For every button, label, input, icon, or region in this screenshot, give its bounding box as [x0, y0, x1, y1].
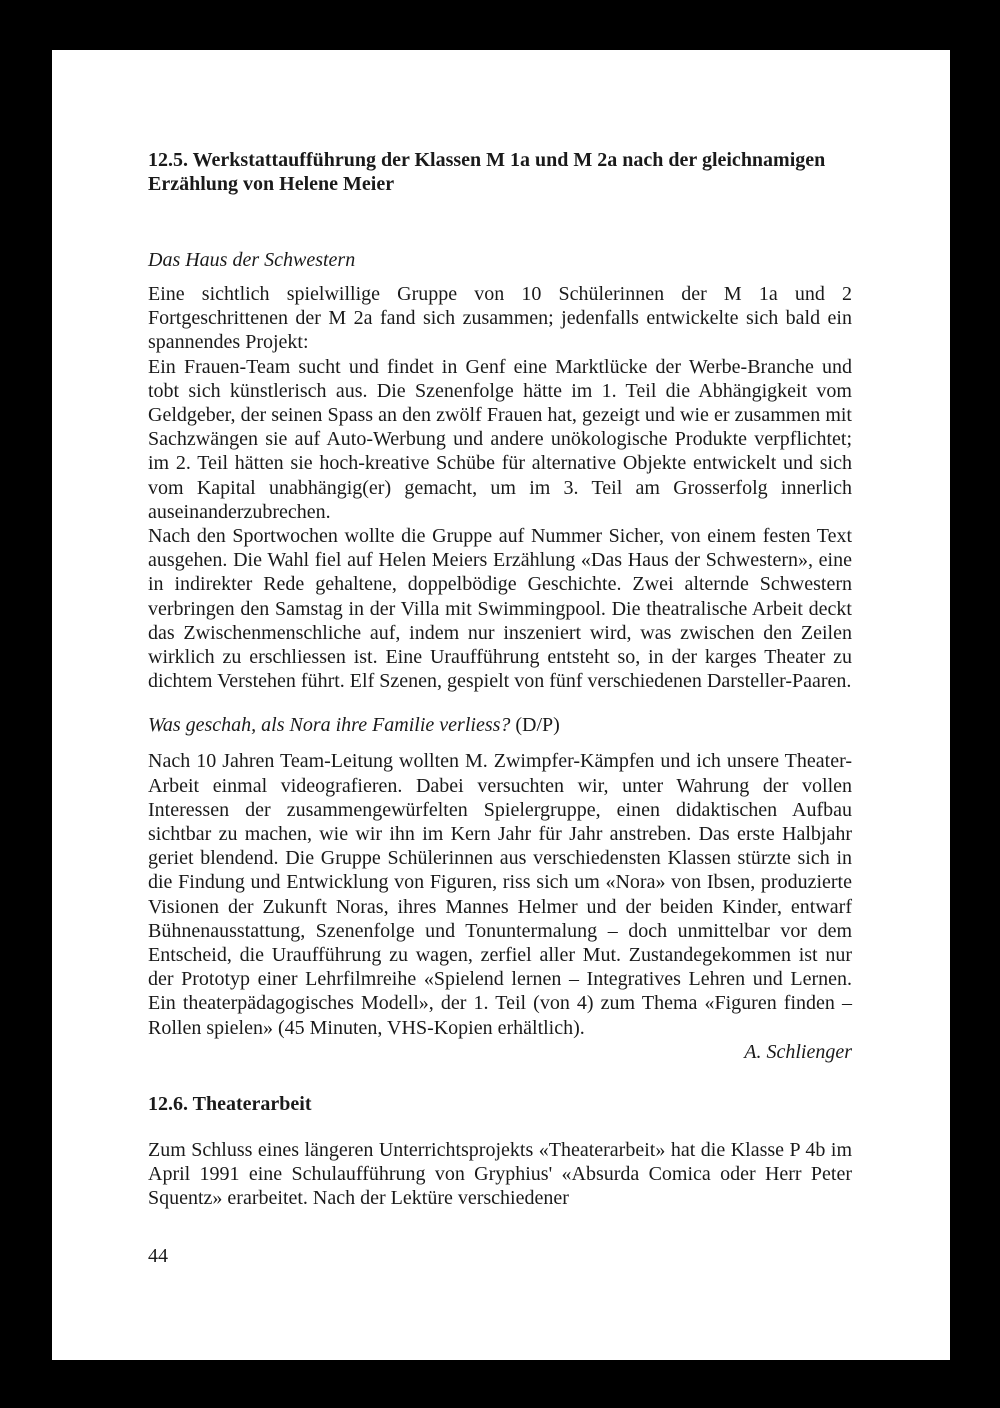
paragraph: Nach den Sportwochen wollte die Gruppe auf Nummer Sicher, von einem festen Text ausgehen. Die Wahl fiel auf Helen Meiers Erzählung «Das Haus der Schwestern», eine in indirekter Rede gehaltene, doppelbödige Geschichte. Zwei alternde Schwestern verbringen den Samstag in der Villa mit Swimmingpool. Die theatralische Arbeit deckt das Zwischenmenschliche auf, indem nur inszeniert wird, was zwischen den Zeilen wirklich zu erschliessen ist. Eine Uraufführung entsteht so, in der karges Theater zu dichtem Verstehen führt. Elf Szenen, gespielt von fünf verschiedenen Darsteller-Paaren.: [148, 525, 852, 693]
page-content: [148, 148, 852, 1211]
page-number: 44: [148, 1245, 168, 1267]
paragraph: Eine sichtlich spielwillige Gruppe von 10 Schülerinnen der M 1a und 2 Fortgeschrittenen der M 2a fand sich zusammen; jedenfalls entwickelte sich bald ein spannendes Projekt:: [148, 283, 852, 354]
subheading-nora-title: Was geschah, als Nora ihre Familie verliess?: [148, 714, 511, 737]
paragraph: Zum Schluss eines längeren Unterrichtsprojekts «Theaterarbeit» hat die Klasse P 4b im April 1991 eine Schulaufführung von Gryphius' «Absurda Comica oder Herr Peter Squentz» erarbeitet. Nach der Lektüre verschiedener: [148, 1138, 852, 1210]
section-heading-12-5: 12.5. Werkstattaufführung der Klassen M 1a und M 2a nach der gleichnamigen Erzählung von Helene Meier: [148, 149, 826, 195]
subheading-haus-der-schwestern: Das Haus der Schwestern: [148, 249, 356, 271]
subheading-nora: [148, 713, 852, 737]
subheading-nora-suffix: (D/P): [510, 714, 560, 737]
author-signature: A. Schlienger: [744, 1040, 852, 1063]
document-page: [52, 50, 950, 1360]
paragraph: Ein Frauen-Team sucht und findet in Genf eine Marktlücke der Werbe-Branche und tobt sich künstlerisch aus. Die Szenenfolge hätte im 1. Teil die Abhängigkeit vom Geldgeber, der seinen Spass an den zwölf Frauen hat, gezeigt und wie er zusammen mit Sachzwängen sie auf Auto-Werbung und andere unökologische Produkte verpflichtet; im 2. Teil hätten sie hoch-kreative Schübe für alternative Objekte entwickelt und sich vom Kapital unabhängig(er) gemacht, um im 3. Teil am Grosserfolg innerlich auseinanderzubrechen.: [148, 355, 852, 523]
section-heading-12-6: 12.6. Theaterarbeit: [148, 1092, 312, 1115]
paragraph: Nach 10 Jahren Team-Leitung wollten M. Zwimpfer-Kämpfen und ich unsere Theater-Arbeit einmal videografieren. Dabei versuchten wir, unter Wahrung der vollen Interessen der zusammengewürfelten Spielergruppe, einen didaktischen Aufbau sichtbar zu machen, wie wir ihn im Kern Jahr für Jahr anstreben. Das erste Halbjahr geriet blendend. Die Gruppe Schülerinnen aus verschiedensten Klassen stürzte sich in die Findung und Entwicklung von Figuren, riss sich um «Nora» von Ibsen, produzierte Visionen der Zukunft Noras, ihres Mannes Helmer und der beiden Kinder, entwarf Bühnenausstattung, Szenenfolge und Tonuntermalung – doch unmittelbar vor dem Entscheid, die Uraufführung zu wagen, zerfiel aller Mut. Zustandegekommen ist nur der Prototyp einer Lehrfilmreihe «Spielend lernen – Integratives Lehren und Lernen. Ein theaterpädagogisches Modell», der 1. Teil (von 4) zum Thema «Figuren finden – Rollen spielen» (45 Minuten, VHS-Kopien erhältlich).: [148, 750, 852, 1039]
